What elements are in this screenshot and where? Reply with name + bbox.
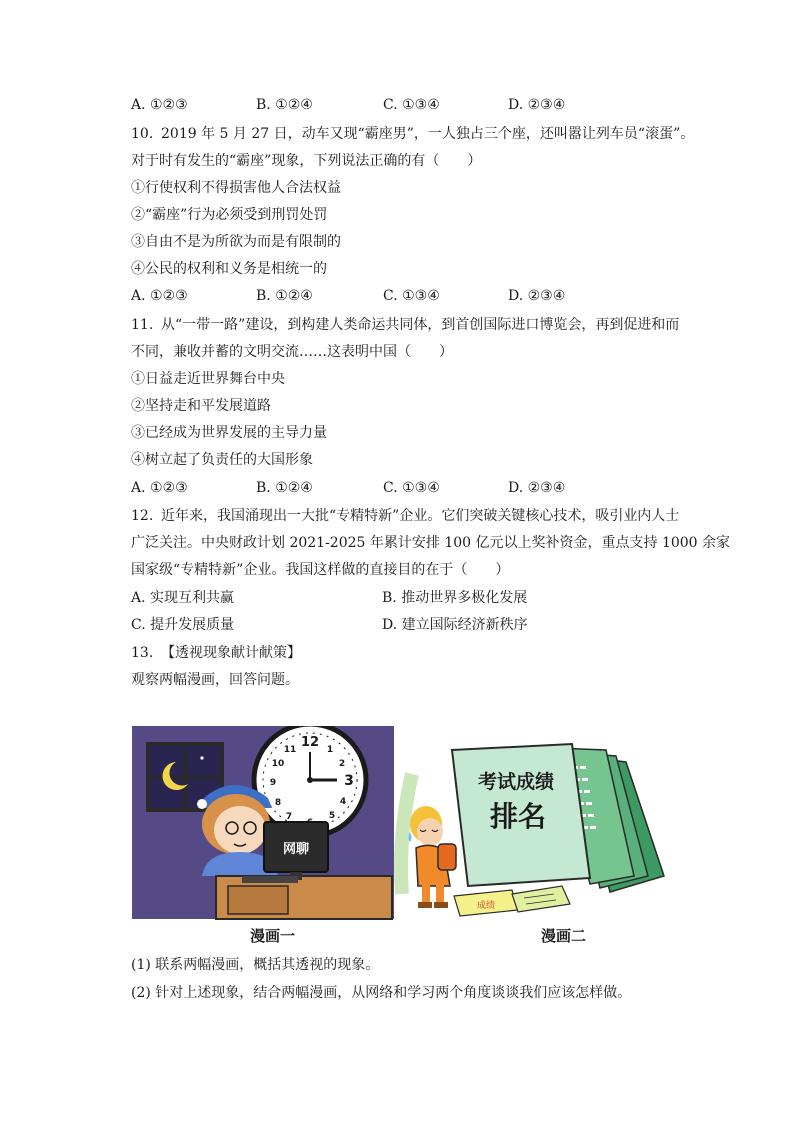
q11-statement-3: ③已经成为世界发展的主导力量 [131, 425, 327, 441]
q10-statement-1: ①行使权利不得损害他人合法权益 [131, 180, 341, 196]
q10-stem-line2: 对于时有发生的“霸座”现象，下列说法正确的有（ ） [131, 153, 482, 169]
paper-big-text: 排名 [489, 800, 547, 833]
monitor-screen-text: 网聊 [282, 842, 310, 857]
clock-number-4: 4 [339, 797, 347, 807]
clock-number-9: 9 [269, 778, 277, 788]
q10-option-a[interactable]: A. ①②③ [131, 288, 188, 304]
q12-stem-line2: 广泛关注。中央财政计划 2021-2025 年累计安排 100 亿元以上奖补资金，重点支持 1000 余家 [131, 535, 731, 551]
q10-option-c[interactable]: C. ①③④ [383, 288, 440, 304]
clock-number-11: 11 [283, 745, 297, 755]
keyboard [242, 876, 298, 883]
q11-stem-text: 从“一带一路”建设，到构建人类命运共同体，到首创国际进口博览会，再到促进和而 [161, 317, 680, 333]
q13-header [131, 643, 301, 663]
q13-subquestion-1: (1) 联系两幅漫画，概括其透视的现象。 [131, 957, 380, 973]
clock-number-5: 5 [328, 811, 336, 821]
q11-option-b[interactable]: B. ①②④ [256, 480, 313, 496]
q11-option-c[interactable]: C. ①③④ [383, 480, 440, 496]
comic-one-label: 漫画一 [250, 927, 296, 945]
q9-option-b[interactable]: B. ①②④ [256, 97, 313, 113]
q11-number: 11. [131, 317, 154, 333]
q10-stem-text: 2019 年 5 月 27 日，动车又现“霸座男”，一人独占三个座，还叫嚣让列车员“滚蛋”。 [161, 126, 695, 142]
q10-options [131, 286, 691, 306]
comic-two-illustration [394, 726, 666, 921]
q11-statement-4: ④树立起了负责任的大国形象 [131, 452, 313, 468]
q12-stem-line1 [131, 506, 679, 526]
clock-number-12: 12 [300, 735, 320, 750]
clock-number-1: 1 [326, 745, 334, 755]
face [214, 806, 266, 854]
q9-option-c[interactable]: C. ①③④ [383, 97, 440, 113]
clock-number-7: 7 [285, 812, 293, 822]
q12-option-d[interactable]: D. 建立国际经济新秩序 [382, 617, 528, 633]
q10-statement-4: ④公民的权利和义务是相统一的 [131, 261, 327, 277]
q12-stem-line3: 国家级“专精特新”企业。我国这样做的直接目的在于（ ） [131, 562, 510, 578]
clock-number-8: 8 [274, 798, 282, 808]
q11-stem-line1 [131, 315, 679, 335]
q12-stem-text: 近年来，我国涌现出一大批“专精特新”企业。它们突破关键核心技术，吸引业内人士 [161, 508, 680, 524]
q10-statement-3: ③自由不是为所欲为而是有限制的 [131, 234, 341, 250]
q13-subquestion-2: (2) 针对上述现象，结合两幅漫画，从网络和学习两个角度谈谈我们应该怎样做。 [131, 985, 632, 1001]
comic-one-illustration [132, 726, 397, 921]
backpack [438, 844, 456, 870]
q12-option-c[interactable]: C. 提升发展质量 [131, 617, 235, 633]
q11-option-a[interactable]: A. ①②③ [131, 480, 188, 496]
q10-stem-line1 [131, 124, 694, 144]
q11-option-d[interactable]: D. ②③④ [508, 480, 566, 496]
q10-number: 10. [131, 126, 154, 142]
clock-number-3: 3 [344, 773, 354, 789]
q11-stem-line2: 不同，兼收并蓄的文明交流……这表明中国（ ） [131, 344, 453, 360]
score-slip-text: 成绩 [476, 901, 496, 911]
q13-heading: 【透视现象献计献策】 [161, 645, 301, 661]
q10-statement-2: ②“霸座”行为必须受到刑罚处罚 [131, 207, 328, 223]
q11-options [131, 478, 691, 498]
q11-statement-1: ①日益走近世界舞台中央 [131, 371, 285, 387]
q9-option-a[interactable]: A. ①②③ [131, 97, 188, 113]
student-face [417, 818, 443, 846]
paper-title-text: 考试成绩 [477, 771, 555, 793]
q13-intro: 观察两幅漫画，回答问题。 [131, 672, 299, 688]
comics-area [132, 726, 662, 921]
q12-option-b[interactable]: B. 推动世界多极化发展 [382, 590, 528, 606]
comic-two-label: 漫画二 [541, 927, 587, 945]
clock-number-2: 2 [338, 759, 346, 769]
q12-options-row2 [131, 615, 691, 635]
q10-option-b[interactable]: B. ①②④ [256, 288, 313, 304]
clock-number-10: 10 [271, 759, 285, 769]
q11-statement-2: ②坚持走和平发展道路 [131, 398, 271, 414]
q13-number: 13. [131, 645, 154, 661]
q12-number: 12. [131, 508, 154, 524]
q9-options [131, 95, 691, 115]
q12-options-row1 [131, 588, 691, 608]
q12-option-a[interactable]: A. 实现互利共赢 [131, 590, 235, 606]
q10-option-d[interactable]: D. ②③④ [508, 288, 566, 304]
q9-option-d[interactable]: D. ②③④ [508, 97, 566, 113]
